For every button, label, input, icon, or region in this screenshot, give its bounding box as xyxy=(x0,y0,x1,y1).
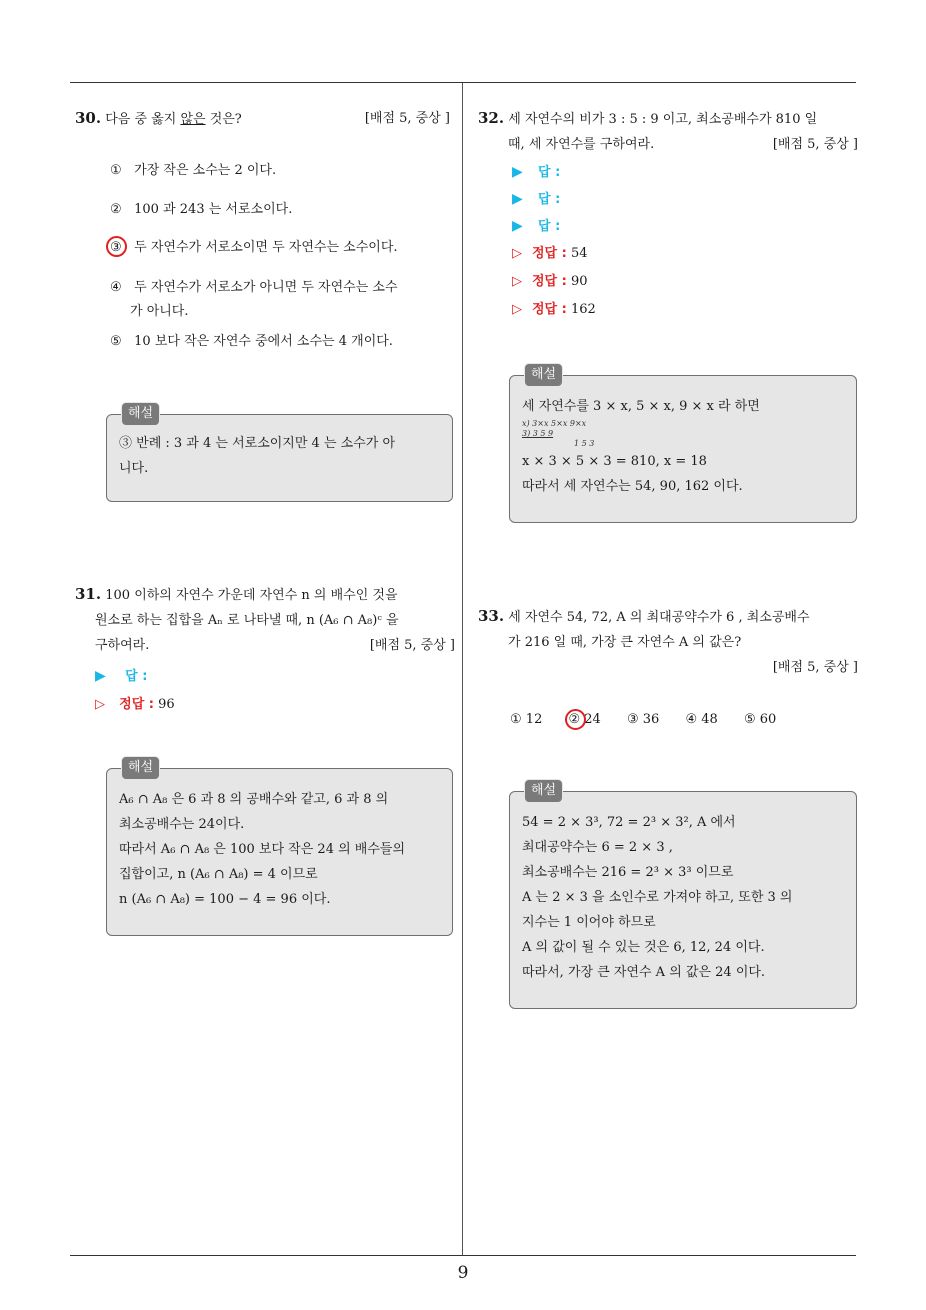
outline-arrow-icon: ▷ xyxy=(512,302,522,317)
question-32-line2 xyxy=(478,132,858,157)
explanation-line: 따라서, 가장 큰 자연수 A 의 값은 24 이다. xyxy=(522,965,766,980)
choice-text: 10 보다 작은 자연수 중에서 소수는 4 개이다. xyxy=(134,334,393,349)
play-arrow-icon: ▶ xyxy=(512,218,523,234)
stem-text: 세 자연수의 비가 3 : 5 : 9 이고, 최소공배수가 810 일 xyxy=(508,112,818,127)
outline-arrow-icon: ▷ xyxy=(95,697,105,712)
choice-mark: ⑤ xyxy=(110,334,122,349)
stem-text: 가 216 일 때, 가장 큰 자연수 A 의 값은? xyxy=(508,635,742,650)
question-33-line1 xyxy=(478,604,858,630)
question-number: 31. xyxy=(75,585,102,603)
stem-underlined: 않은 xyxy=(180,112,206,127)
question-number: 30. xyxy=(75,109,102,127)
page-number: 9 xyxy=(457,1263,469,1283)
choice-text: 두 자연수가 서로소가 아니면 두 자연수는 소수 xyxy=(134,280,398,295)
key-line xyxy=(512,240,858,268)
answer-ring-icon xyxy=(106,236,127,257)
play-arrow-icon: ▶ xyxy=(512,164,523,180)
key-label: 정답 : xyxy=(532,302,567,317)
outline-arrow-icon: ▷ xyxy=(512,246,522,261)
explanation-tag: 해설 xyxy=(524,363,563,387)
explanation-tag: 해설 xyxy=(524,779,563,803)
explanation-tag: 해설 xyxy=(121,402,160,426)
header-rule xyxy=(70,82,856,83)
footer-rule xyxy=(70,1255,856,1256)
explanation-line: 최소공배수는 24이다. xyxy=(119,817,245,832)
question-30-stem xyxy=(75,106,450,132)
choice-3[interactable] xyxy=(110,236,398,260)
explanation-line: 집합이고, n (A₆ ∩ A₈) = 4 이므로 xyxy=(119,867,318,882)
answer-label: 답 : xyxy=(538,165,561,180)
answer-line xyxy=(512,213,858,240)
explanation-line: A 는 2 × 3 을 소인수로 가져야 하고, 또한 3 의 xyxy=(522,890,793,905)
key-value: 54 xyxy=(570,246,588,261)
option-3[interactable]: ③ 36 xyxy=(626,712,660,727)
explanation-line: 따라서 세 자연수는 54, 90, 162 이다. xyxy=(522,479,743,494)
question-32 xyxy=(478,106,858,324)
question-32-line1 xyxy=(478,106,858,132)
choice-5[interactable] xyxy=(110,330,393,354)
explanation-box-30 xyxy=(106,406,453,502)
score-meta: [배점 5, 중상 ] xyxy=(364,111,450,126)
choice-mark: ④ xyxy=(110,280,122,295)
handwritten-note: x) 3×x 5×x 9×x xyxy=(522,419,587,428)
key-line xyxy=(512,268,858,296)
answer-label: 답 : xyxy=(125,669,148,684)
answer-label: 답 : xyxy=(538,192,561,207)
explanation-line: 니다. xyxy=(119,461,149,476)
options-33 xyxy=(510,708,798,732)
question-31-line3 xyxy=(75,633,455,658)
stem-text: 세 자연수 54, 72, A 의 최대공약수가 6 , 최소공배수 xyxy=(508,610,810,625)
explanation-line: A₆ ∩ A₈ 은 6 과 8 의 공배수와 같고, 6 과 8 의 xyxy=(119,792,389,807)
question-30 xyxy=(75,106,450,132)
question-33 xyxy=(478,604,858,680)
explanation-line: 지수는 1 이어야 하므로 xyxy=(522,915,656,930)
option-4[interactable]: ④ 48 xyxy=(685,712,718,727)
choice-1[interactable] xyxy=(110,159,276,183)
option-5[interactable]: ⑤ 60 xyxy=(743,712,777,727)
choice-text: 두 자연수가 서로소이면 두 자연수는 소수이다. xyxy=(134,240,398,255)
question-31-line1 xyxy=(75,582,455,608)
answer-line xyxy=(75,662,455,691)
explanation-box-31 xyxy=(106,760,453,936)
answers-32 xyxy=(478,159,858,324)
key-line xyxy=(75,691,455,719)
question-number: 33. xyxy=(478,607,505,625)
choice-2[interactable] xyxy=(110,198,292,222)
choice-mark: ② xyxy=(110,202,122,217)
choice-text-cont: 가 아니다. xyxy=(130,304,189,319)
explanation-line: 최대공약수는 6 = 2 × 3 , xyxy=(522,840,673,855)
play-arrow-icon: ▶ xyxy=(95,668,106,684)
explanation-line: 따라서 A₆ ∩ A₈ 은 100 보다 작은 24 의 배수들의 xyxy=(119,842,406,857)
choice-text: 가장 작은 소수는 2 이다. xyxy=(134,163,277,178)
choice-4[interactable] xyxy=(110,276,398,324)
explanation-box-33 xyxy=(509,783,857,1009)
column-divider xyxy=(462,83,463,1255)
score-meta: [배점 5, 중상 ] xyxy=(772,137,858,152)
answer-label: 답 : xyxy=(538,219,561,234)
explanation-line: ③ 반례 : 3 과 4 는 서로소이지만 4 는 소수가 아 xyxy=(119,436,396,451)
explanation-line: 54 = 2 × 3³, 72 = 2³ × 3², A 에서 xyxy=(522,815,736,830)
explanation-line: x × 3 × 5 × 3 = 810, x = 18 xyxy=(522,454,707,469)
explanation-tag: 해설 xyxy=(121,756,160,780)
explanation-box-32 xyxy=(509,367,857,523)
explanation-line: 세 자연수를 3 × x, 5 × x, 9 × x 라 하면 xyxy=(522,399,760,414)
stem-text: 때, 세 자연수를 구하여라. xyxy=(508,137,655,152)
stem-text: 다음 중 옳지 xyxy=(105,112,181,127)
key-label: 정답 : xyxy=(532,246,567,261)
key-value: 162 xyxy=(570,302,596,317)
handwritten-note: 1 5 3 xyxy=(574,439,595,448)
explanation-line: 최소공배수는 216 = 2³ × 3³ 이므로 xyxy=(522,865,734,880)
choice-mark-selected: ③ xyxy=(110,236,130,260)
handwritten-note: 3) 3 5 9 xyxy=(522,429,554,438)
answer-line xyxy=(512,159,858,186)
question-31 xyxy=(75,582,455,719)
explanation-line: A 의 값이 될 수 있는 것은 6, 12, 24 이다. xyxy=(522,940,765,955)
answer-line xyxy=(512,186,858,213)
play-arrow-icon: ▶ xyxy=(512,191,523,207)
stem-text: 구하여라. xyxy=(95,638,150,653)
key-value: 96 xyxy=(158,697,175,712)
choice-text: 100 과 243 는 서로소이다. xyxy=(134,202,293,217)
key-label: 정답 : xyxy=(532,274,567,289)
choice-mark: ① xyxy=(110,163,122,178)
key-line xyxy=(512,296,858,324)
score-meta: [배점 5, 중상 ] xyxy=(369,638,455,653)
option-1[interactable]: ① 12 xyxy=(510,712,543,727)
outline-arrow-icon: ▷ xyxy=(512,274,522,289)
question-number: 32. xyxy=(478,109,505,127)
stem-text: 100 이하의 자연수 가운데 자연수 n 의 배수인 것을 xyxy=(105,588,398,603)
option-2[interactable]: ② 24 xyxy=(568,708,600,732)
stem-text: 원소로 하는 집합을 Aₙ 로 나타낼 때, n (A₆ ∩ A₈)ᶜ 을 xyxy=(95,613,399,628)
key-label: 정답 : xyxy=(119,697,154,712)
score-meta: [배점 5, 중상 ] xyxy=(772,660,858,675)
key-value: 90 xyxy=(570,274,588,289)
explanation-line: n (A₆ ∩ A₈) = 100 − 4 = 96 이다. xyxy=(119,892,331,907)
stem-text-end: 것은? xyxy=(205,112,242,127)
